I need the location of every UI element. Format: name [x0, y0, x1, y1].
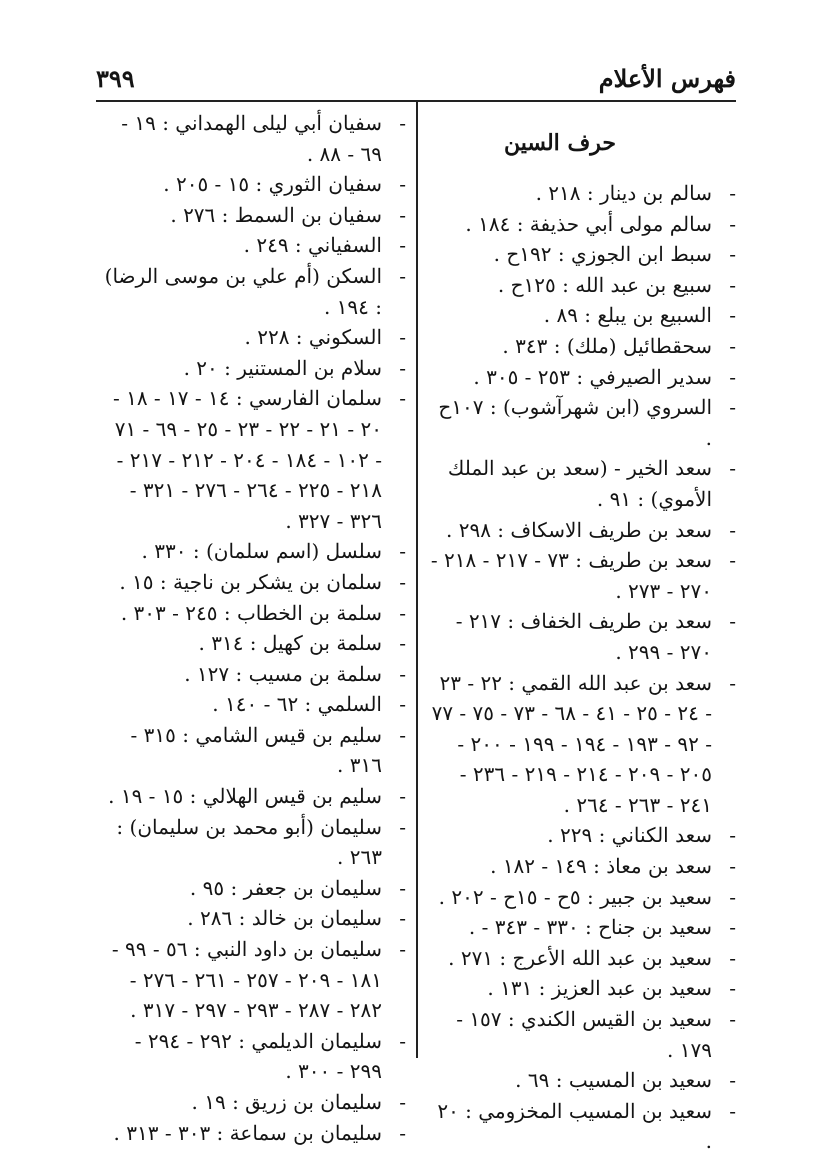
- entry-text: سلام بن المستنير : ٢٠ .: [183, 355, 382, 380]
- index-entry: [430, 300, 736, 331]
- entry-text: سفيان الثوري : ١٥ - ٢٠٥ .: [163, 172, 382, 197]
- column-divider: [416, 100, 418, 1058]
- entry-dash: -: [399, 111, 406, 135]
- entry-dash: -: [399, 355, 406, 380]
- entry-text: سعد بن معاذ : ١٤٩ - ١٨٢ .: [490, 854, 712, 879]
- right-entry-list: [430, 178, 736, 1157]
- index-entry: [430, 668, 736, 821]
- entry-text: سليمان الديلمي : ٢٩٢ - ٢٩٤ - ٢٩٩ - ٣٠٠ .: [134, 1028, 382, 1084]
- entry-dash: -: [399, 814, 406, 839]
- left-entry-list: [104, 108, 406, 1148]
- index-entry: [104, 720, 406, 781]
- index-entry: [430, 545, 736, 606]
- index-entry: [430, 1004, 736, 1065]
- entry-dash: -: [729, 548, 736, 573]
- index-entry: [430, 912, 736, 943]
- index-entry: [430, 820, 736, 851]
- index-entry: [104, 383, 406, 536]
- entry-text: سلمة بن الخطاب : ٢٤٥ - ٣٠٣ .: [120, 600, 382, 625]
- entry-text: سليمان بن خالد : ٢٨٦ .: [187, 906, 382, 931]
- entry-text: سعيد بن جناح : ٣٣٠ - ٣٤٣ - .: [468, 915, 712, 940]
- index-entry: [104, 353, 406, 384]
- index-entry: [430, 851, 736, 882]
- index-entry: [430, 943, 736, 974]
- entry-dash: -: [729, 670, 736, 695]
- entry-dash: -: [729, 1007, 736, 1032]
- entry-dash: -: [399, 539, 406, 564]
- entry-dash: -: [399, 722, 406, 747]
- entry-text: سلسل (اسم سلمان) : ٣٣٠ .: [141, 539, 382, 564]
- entry-dash: -: [399, 906, 406, 931]
- entry-text: سلمة بن كهيل : ٣١٤ .: [198, 631, 382, 656]
- entry-text: السلمي : ٦٢ - ١٤٠ .: [212, 692, 382, 717]
- entry-dash: -: [729, 303, 736, 328]
- left-column: [104, 108, 406, 1148]
- entry-dash: -: [399, 875, 406, 900]
- entry-dash: -: [399, 784, 406, 809]
- index-entry: [430, 606, 736, 667]
- entry-dash: -: [399, 1028, 406, 1053]
- index-entry: [430, 331, 736, 362]
- entry-dash: -: [399, 172, 406, 197]
- index-entry: [104, 322, 406, 353]
- entry-dash: -: [399, 631, 406, 656]
- index-entry: [430, 362, 736, 393]
- running-title: فهرس الأعلام: [598, 63, 736, 93]
- entry-dash: -: [399, 692, 406, 717]
- index-entry: [430, 1065, 736, 1096]
- index-entry: [430, 882, 736, 913]
- index-entry: [104, 659, 406, 690]
- entry-dash: -: [729, 823, 736, 848]
- index-entry: [104, 873, 406, 904]
- entry-dash: -: [399, 325, 406, 350]
- entry-text: السروي (ابن شهرآشوب) : ١٠٧ح .: [438, 395, 712, 450]
- page-number: ٣٩٩: [96, 63, 135, 93]
- index-entry: [104, 261, 406, 322]
- entry-text: السكوني : ٢٢٨ .: [244, 325, 382, 350]
- entry-text: سعيد بن المسيب : ٦٩ .: [515, 1068, 712, 1093]
- entry-text: سعد بن عبد الله القمي : ٢٢ - ٢٣ - ٢٤ - ٢٥ - ٤١ - ٦٨ - ٧٣ - ٧٥ - ٧٧ - ٩٢ - ١٩٣ - ١٩٤ - ١٩٩ - ٢٠٠ - ٢٠٥ - ٢٠٩ - ٢١٤ - ٢١٩ - ٢٣٦ - ٢٤١ - ٢٦٣ - ٢٦٤ .: [431, 670, 712, 817]
- index-entry: [104, 781, 406, 812]
- entry-text: السبيع بن يبلع : ٨٩ .: [543, 303, 712, 328]
- index-entry: [430, 392, 736, 453]
- entry-dash: -: [729, 272, 736, 297]
- entry-dash: -: [729, 517, 736, 542]
- entry-text: سفيان أبي ليلى الهمداني : ١٩ - ٦٩ - ٨٨ .: [121, 111, 382, 166]
- index-entry: [430, 239, 736, 270]
- entry-text: سبط ابن الجوزي : ١٩٢ح .: [493, 242, 712, 267]
- entry-text: سعيد بن القيس الكندي : ١٥٧ - ١٧٩ .: [456, 1007, 712, 1062]
- index-entry: [104, 812, 406, 873]
- entry-text: سعيد بن المسيب المخزومي : ٢٠ .: [437, 1098, 712, 1154]
- entry-text: سحقطائيل (ملك) : ٣٤٣ .: [502, 333, 712, 358]
- entry-dash: -: [729, 1098, 736, 1123]
- entry-text: سعد بن طريف الاسكاف : ٢٩٨ .: [446, 517, 712, 542]
- entry-text: سلمان بن يشكر بن ناجية : ١٥ .: [119, 569, 382, 594]
- entry-dash: -: [399, 1090, 406, 1114]
- index-entry: [104, 1026, 406, 1087]
- index-entry: [430, 178, 736, 209]
- index-entry: [104, 934, 406, 1026]
- entry-dash: -: [729, 395, 736, 420]
- entry-dash: -: [399, 233, 406, 258]
- index-entry: [430, 973, 736, 1004]
- index-entry: [104, 628, 406, 659]
- entry-text: سليم بن قيس الهلالي : ١٥ - ١٩ .: [108, 784, 382, 809]
- entry-dash: -: [729, 884, 736, 909]
- entry-dash: -: [729, 854, 736, 879]
- entry-text: سليمان بن زريق : ١٩ .: [191, 1090, 382, 1114]
- entry-dash: -: [729, 211, 736, 236]
- entry-text: سعد الخير - (سعد بن عبد الملك الأموي) : ٩١ .: [447, 456, 712, 511]
- entry-dash: -: [729, 333, 736, 358]
- index-entry: [104, 1087, 406, 1118]
- index-entry: [104, 200, 406, 231]
- index-entry: [104, 598, 406, 629]
- index-entry: [104, 689, 406, 720]
- index-entry: [104, 169, 406, 200]
- entry-dash: -: [399, 937, 406, 962]
- entry-text: السفياني : ٢٤٩ .: [243, 233, 382, 258]
- entry-dash: -: [399, 386, 406, 411]
- entry-text: سعيد بن عبد العزيز : ١٣١ .: [487, 976, 712, 1001]
- entry-dash: -: [399, 202, 406, 227]
- entry-dash: -: [729, 242, 736, 267]
- entry-dash: -: [729, 915, 736, 940]
- entry-text: سليمان (أبو محمد بن سليمان) : ٢٦٣ .: [116, 814, 382, 870]
- right-column: [430, 108, 736, 1157]
- entry-text: سالم مولى أبي حذيفة : ١٨٤ .: [465, 211, 712, 236]
- entry-dash: -: [399, 1120, 406, 1145]
- entry-text: سلمة بن مسيب : ١٢٧ .: [184, 661, 382, 686]
- index-entry: [430, 270, 736, 301]
- entry-dash: -: [729, 609, 736, 634]
- entry-dash: -: [399, 263, 406, 288]
- page-header: [96, 58, 736, 98]
- index-entry: [430, 453, 736, 514]
- entry-text: سعيد بن عبد الله الأعرج : ٢٧١ .: [448, 945, 712, 970]
- entry-text: سلمان الفارسي : ١٤ - ١٧ - ١٨ - ٢٠ - ٢١ - ٢٢ - ٢٣ - ٢٥ - ٦٩ - ٧١ - ١٠٢ - ١٨٤ - ٢٠٤ - ٢١٢ - ٢١٧ - ٢١٨ - ٢٢٥ - ٢٦٤ - ٢٧٦ - ٣٢١ - ٣٢٦ - ٣٢٧ .: [112, 386, 382, 533]
- index-entry: [104, 230, 406, 261]
- entry-text: سعد بن طريف الخفاف : ٢١٧ - ٢٧٠ - ٢٩٩ .: [455, 609, 712, 664]
- entry-dash: -: [399, 569, 406, 594]
- entry-dash: -: [399, 600, 406, 625]
- entry-dash: -: [729, 364, 736, 389]
- section-heading: حرف السين: [503, 130, 616, 156]
- entry-text: سبيع بن عبد الله : ١٢٥ح .: [497, 272, 712, 297]
- entry-text: سدير الصيرفي : ٢٥٣ - ٣٠٥ .: [473, 364, 712, 389]
- entry-dash: -: [729, 181, 736, 205]
- entry-text: سعد بن طريف : ٧٣ - ٢١٧ - ٢١٨ - ٢٧٠ - ٢٧٣ .: [430, 548, 712, 603]
- entry-text: سفيان بن السمط : ٢٧٦ .: [170, 202, 382, 227]
- index-entry: [104, 903, 406, 934]
- entry-text: سعيد بن جبير : ٥ح - ١٥ح - ٢٠٢ .: [438, 884, 712, 909]
- index-entry: [104, 108, 406, 169]
- index-entry: [430, 1096, 736, 1157]
- entry-dash: -: [729, 456, 736, 481]
- entry-dash: -: [729, 1068, 736, 1093]
- entry-text: سليمان بن جعفر : ٩٥ .: [189, 875, 382, 900]
- entry-dash: -: [729, 976, 736, 1001]
- entry-text: سليم بن قيس الشامي : ٣١٥ - ٣١٦ .: [130, 722, 382, 778]
- entry-text: سليمان بن داود النبي : ٥٦ - ٩٩ - ١٨١ - ٢٠٩ - ٢٥٧ - ٢٦١ - ٢٧٦ - ٢٨٢ - ٢٨٧ - ٢٩٣ - ٢٩٧ - ٣١٧ .: [111, 937, 382, 1023]
- entry-text: سليمان بن سماعة : ٣٠٣ - ٣١٣ .: [113, 1120, 382, 1145]
- index-entry: [430, 515, 736, 546]
- index-entry: [430, 209, 736, 240]
- entry-text: سعد الكناني : ٢٢٩ .: [547, 823, 712, 848]
- entry-text: السكن (أم علي بن موسى الرضا) : ١٩٤ .: [104, 263, 382, 319]
- entry-text: سالم بن دينار : ٢١٨ .: [535, 181, 712, 205]
- index-entry: [104, 567, 406, 598]
- entry-dash: -: [729, 945, 736, 970]
- entry-dash: -: [399, 661, 406, 686]
- index-entry: [104, 536, 406, 567]
